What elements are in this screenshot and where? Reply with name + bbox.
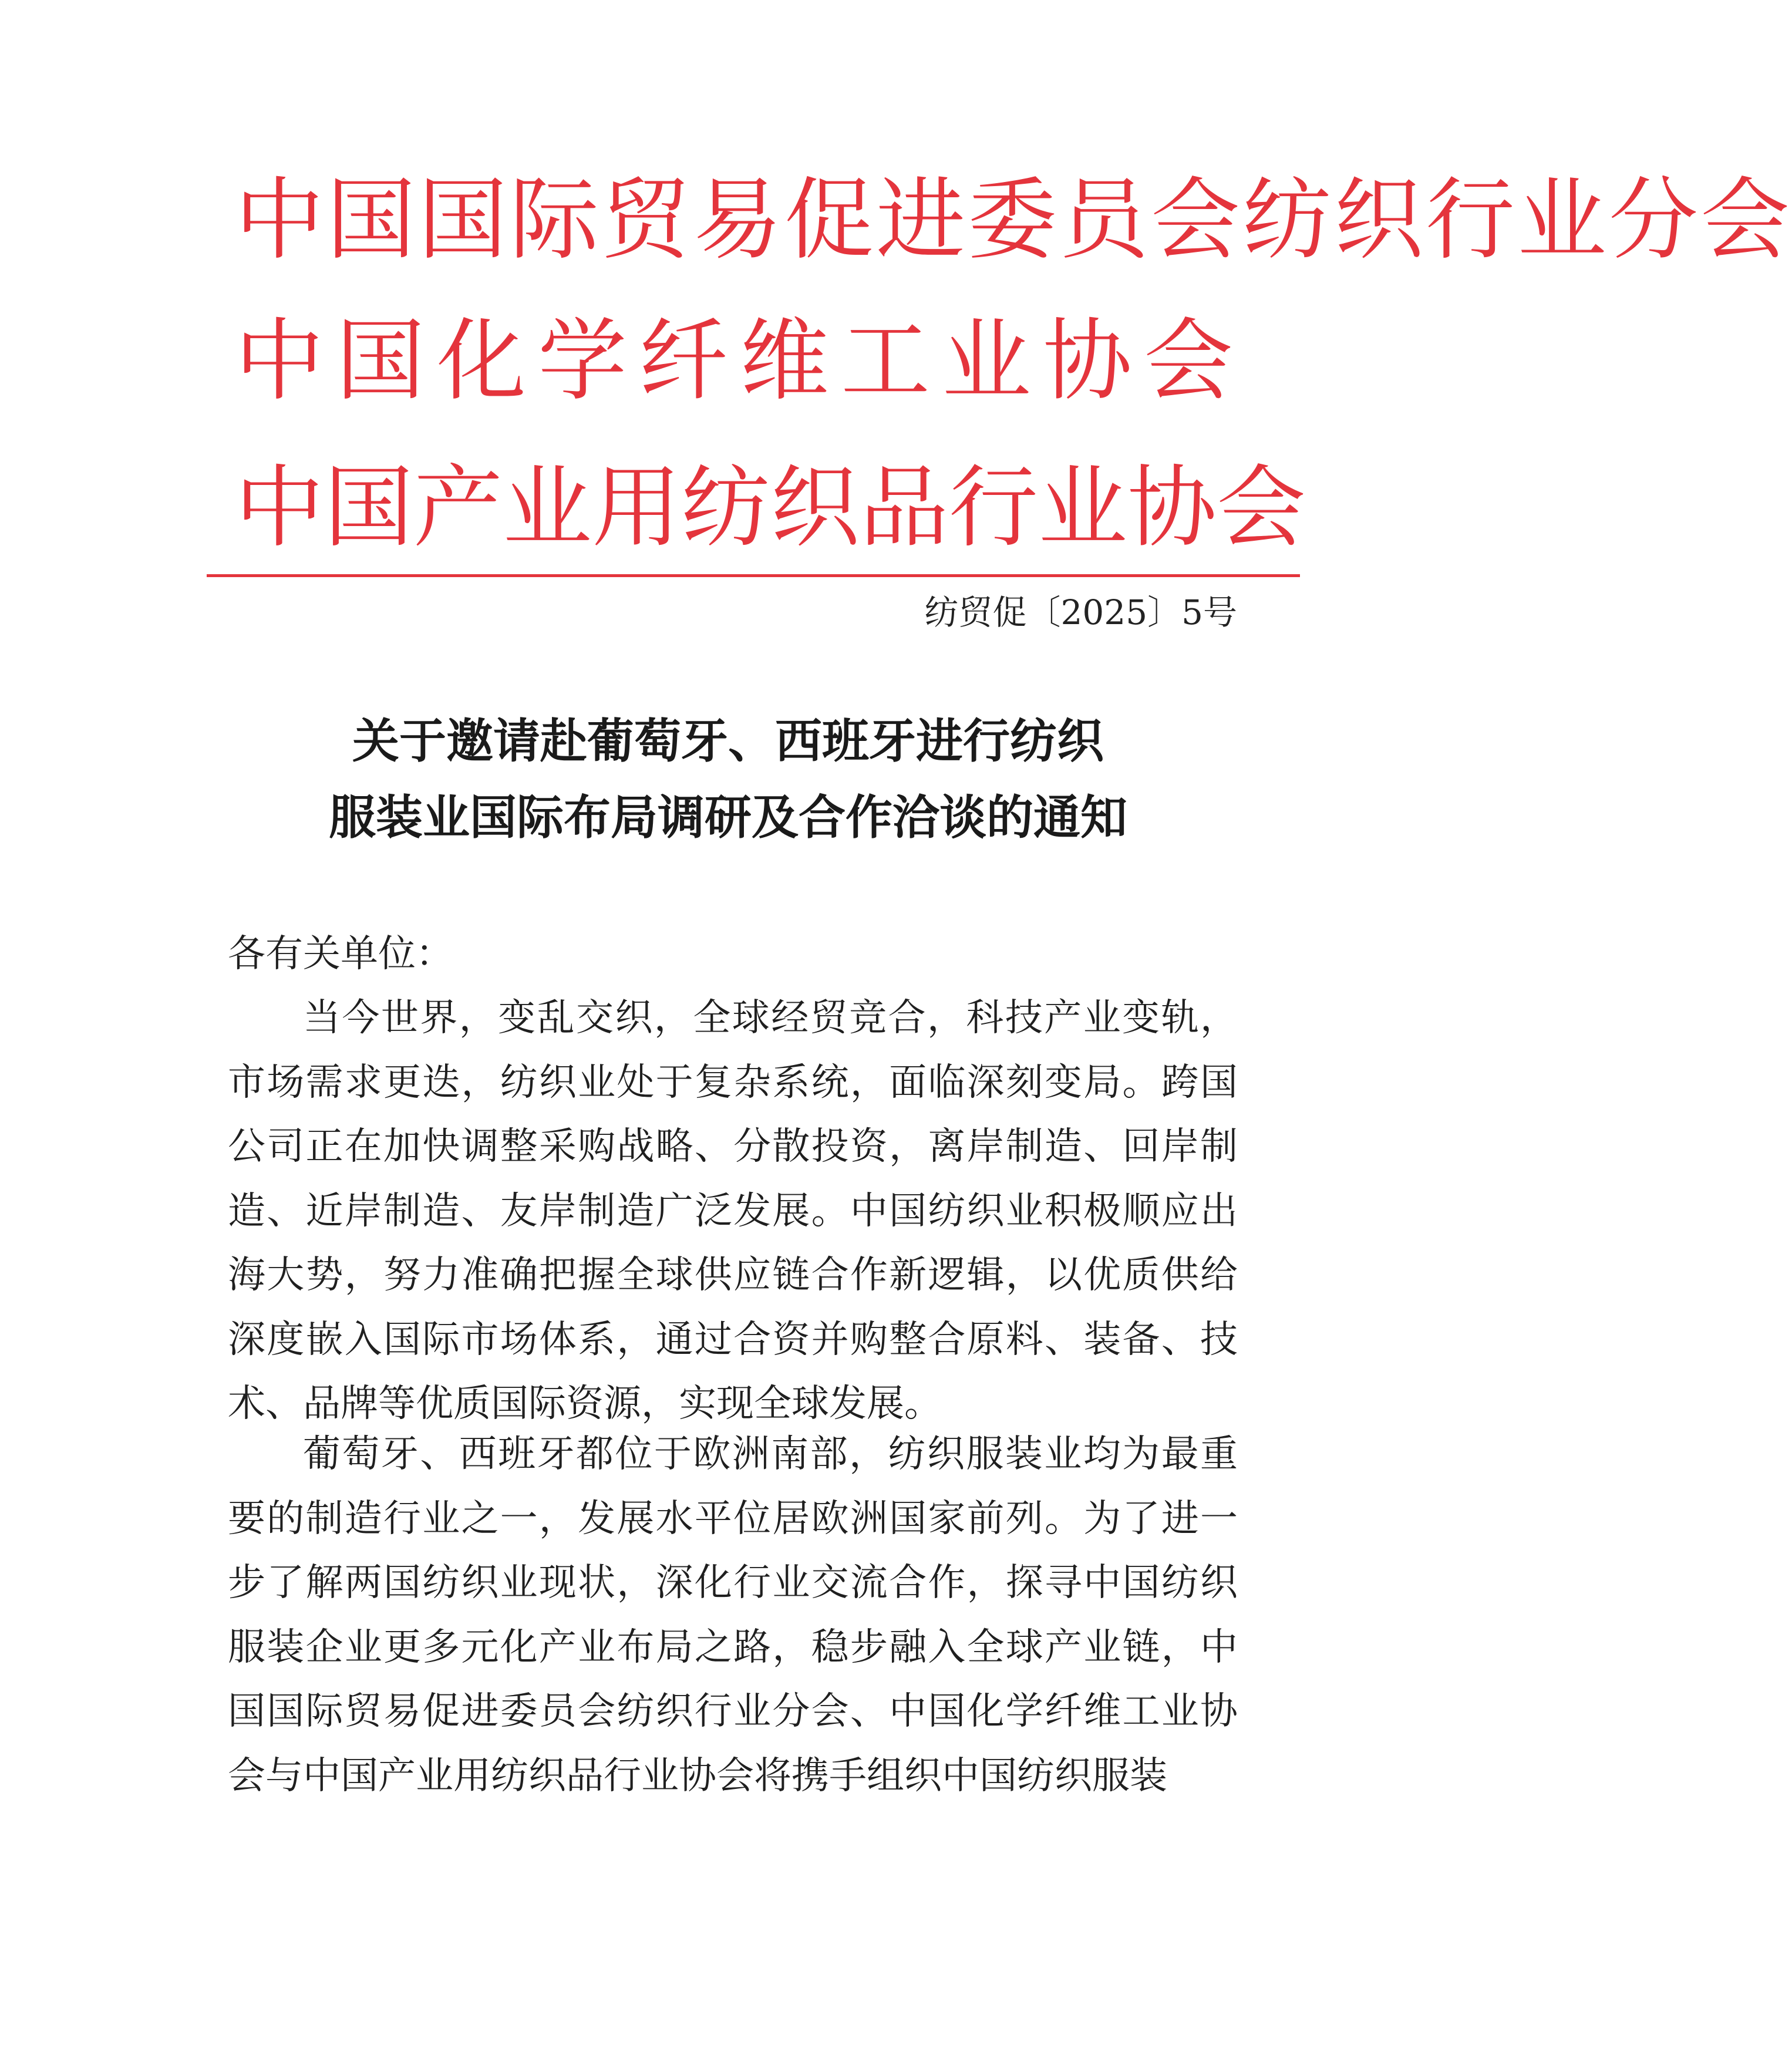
header-divider — [207, 574, 1300, 577]
letterhead-char: 纺 — [681, 456, 770, 560]
letterhead-char: 会 — [1144, 309, 1233, 413]
letterhead-char: 贸 — [601, 168, 693, 272]
salutation: 各有关单位： — [228, 932, 453, 976]
letterhead-char: 中 — [235, 309, 324, 413]
letterhead-char: 会 — [1700, 168, 1792, 272]
letterhead-char: 国 — [418, 168, 510, 272]
letterhead-char: 会 — [1151, 168, 1242, 272]
body-paragraph-2: 葡萄牙、西班牙都位于欧洲南部，纺织服装业均为最重要的制造行业之一，发展水平位居欧洲国家前列。为了进一步了解两国纺织业现状，深化行业交流合作，探寻中国纺织服装企业更多元化产业布局之路，稳步融入全球产业链，中国国际贸易促进委员会纺织行业分会、中国化学纤维工业协会与中国产业用纺织品行业协会将携手组织中国纺织服装 — [228, 1433, 1238, 1798]
issuer-name-3 — [235, 455, 1306, 561]
letterhead-char: 易 — [693, 168, 784, 272]
document-title-line-1: 关于邀请赴葡萄牙、西班牙进行纺织 — [352, 713, 1104, 769]
letterhead-char: 行 — [1426, 168, 1517, 272]
letterhead-char: 织 — [770, 456, 860, 560]
letterhead-char: 纤 — [639, 309, 728, 413]
letterhead-char: 纺 — [1242, 168, 1334, 272]
letterhead-char: 促 — [784, 168, 876, 272]
body-paragraph-1: 当今世界，变乱交织，全球经贸竞合，科技产业变轨，市场需求更迭，纺织业处于复杂系统，面临深刻变局。跨国公司正在加快调整采购战略、分散投资，离岸制造、回岸制造、近岸制造、友岸制造广泛发展。中国纺织业积极顺应出海大势，努力准确把握全球供应链合作新逻辑，以优质供给深度嵌入国际市场体系，通过合资并购整合原料、装备、技术、品牌等优质国际资源，实现全球发展。 — [228, 996, 1238, 1426]
letterhead-char: 协 — [1043, 309, 1132, 413]
letterhead-char: 业 — [503, 456, 592, 560]
letterhead-char: 学 — [538, 309, 627, 413]
letterhead-char: 际 — [510, 168, 601, 272]
letterhead-char: 国 — [324, 456, 413, 560]
letterhead-char: 产 — [413, 456, 503, 560]
letterhead-char: 化 — [437, 309, 526, 413]
letterhead-char: 业 — [1517, 168, 1609, 272]
issuer-name-1 — [235, 167, 1792, 273]
letterhead-char: 委 — [968, 168, 1059, 272]
letterhead-char: 业 — [1038, 456, 1127, 560]
letterhead-char: 国 — [326, 168, 418, 272]
letterhead-char: 中 — [235, 456, 324, 560]
letterhead-char: 织 — [1334, 168, 1426, 272]
letterhead-char: 员 — [1059, 168, 1151, 272]
issuer-name-2 — [235, 308, 1233, 414]
document-title-line-2: 服装业国际布局调研及合作洽谈的通知 — [329, 790, 1127, 845]
letterhead-char: 中 — [235, 168, 326, 272]
letterhead-char: 国 — [336, 309, 425, 413]
letterhead-char: 品 — [860, 456, 949, 560]
letterhead-char: 分 — [1609, 168, 1700, 272]
letterhead-char: 进 — [876, 168, 968, 272]
letterhead-char: 工 — [841, 309, 930, 413]
letterhead-char: 业 — [942, 309, 1031, 413]
letterhead-char: 用 — [592, 456, 681, 560]
letterhead-char: 维 — [740, 309, 829, 413]
letterhead-char: 行 — [949, 456, 1038, 560]
document-number: 纺贸促〔2025〕5号 — [924, 592, 1237, 632]
letterhead-char: 协 — [1127, 456, 1217, 560]
letterhead-char: 会 — [1217, 456, 1306, 560]
